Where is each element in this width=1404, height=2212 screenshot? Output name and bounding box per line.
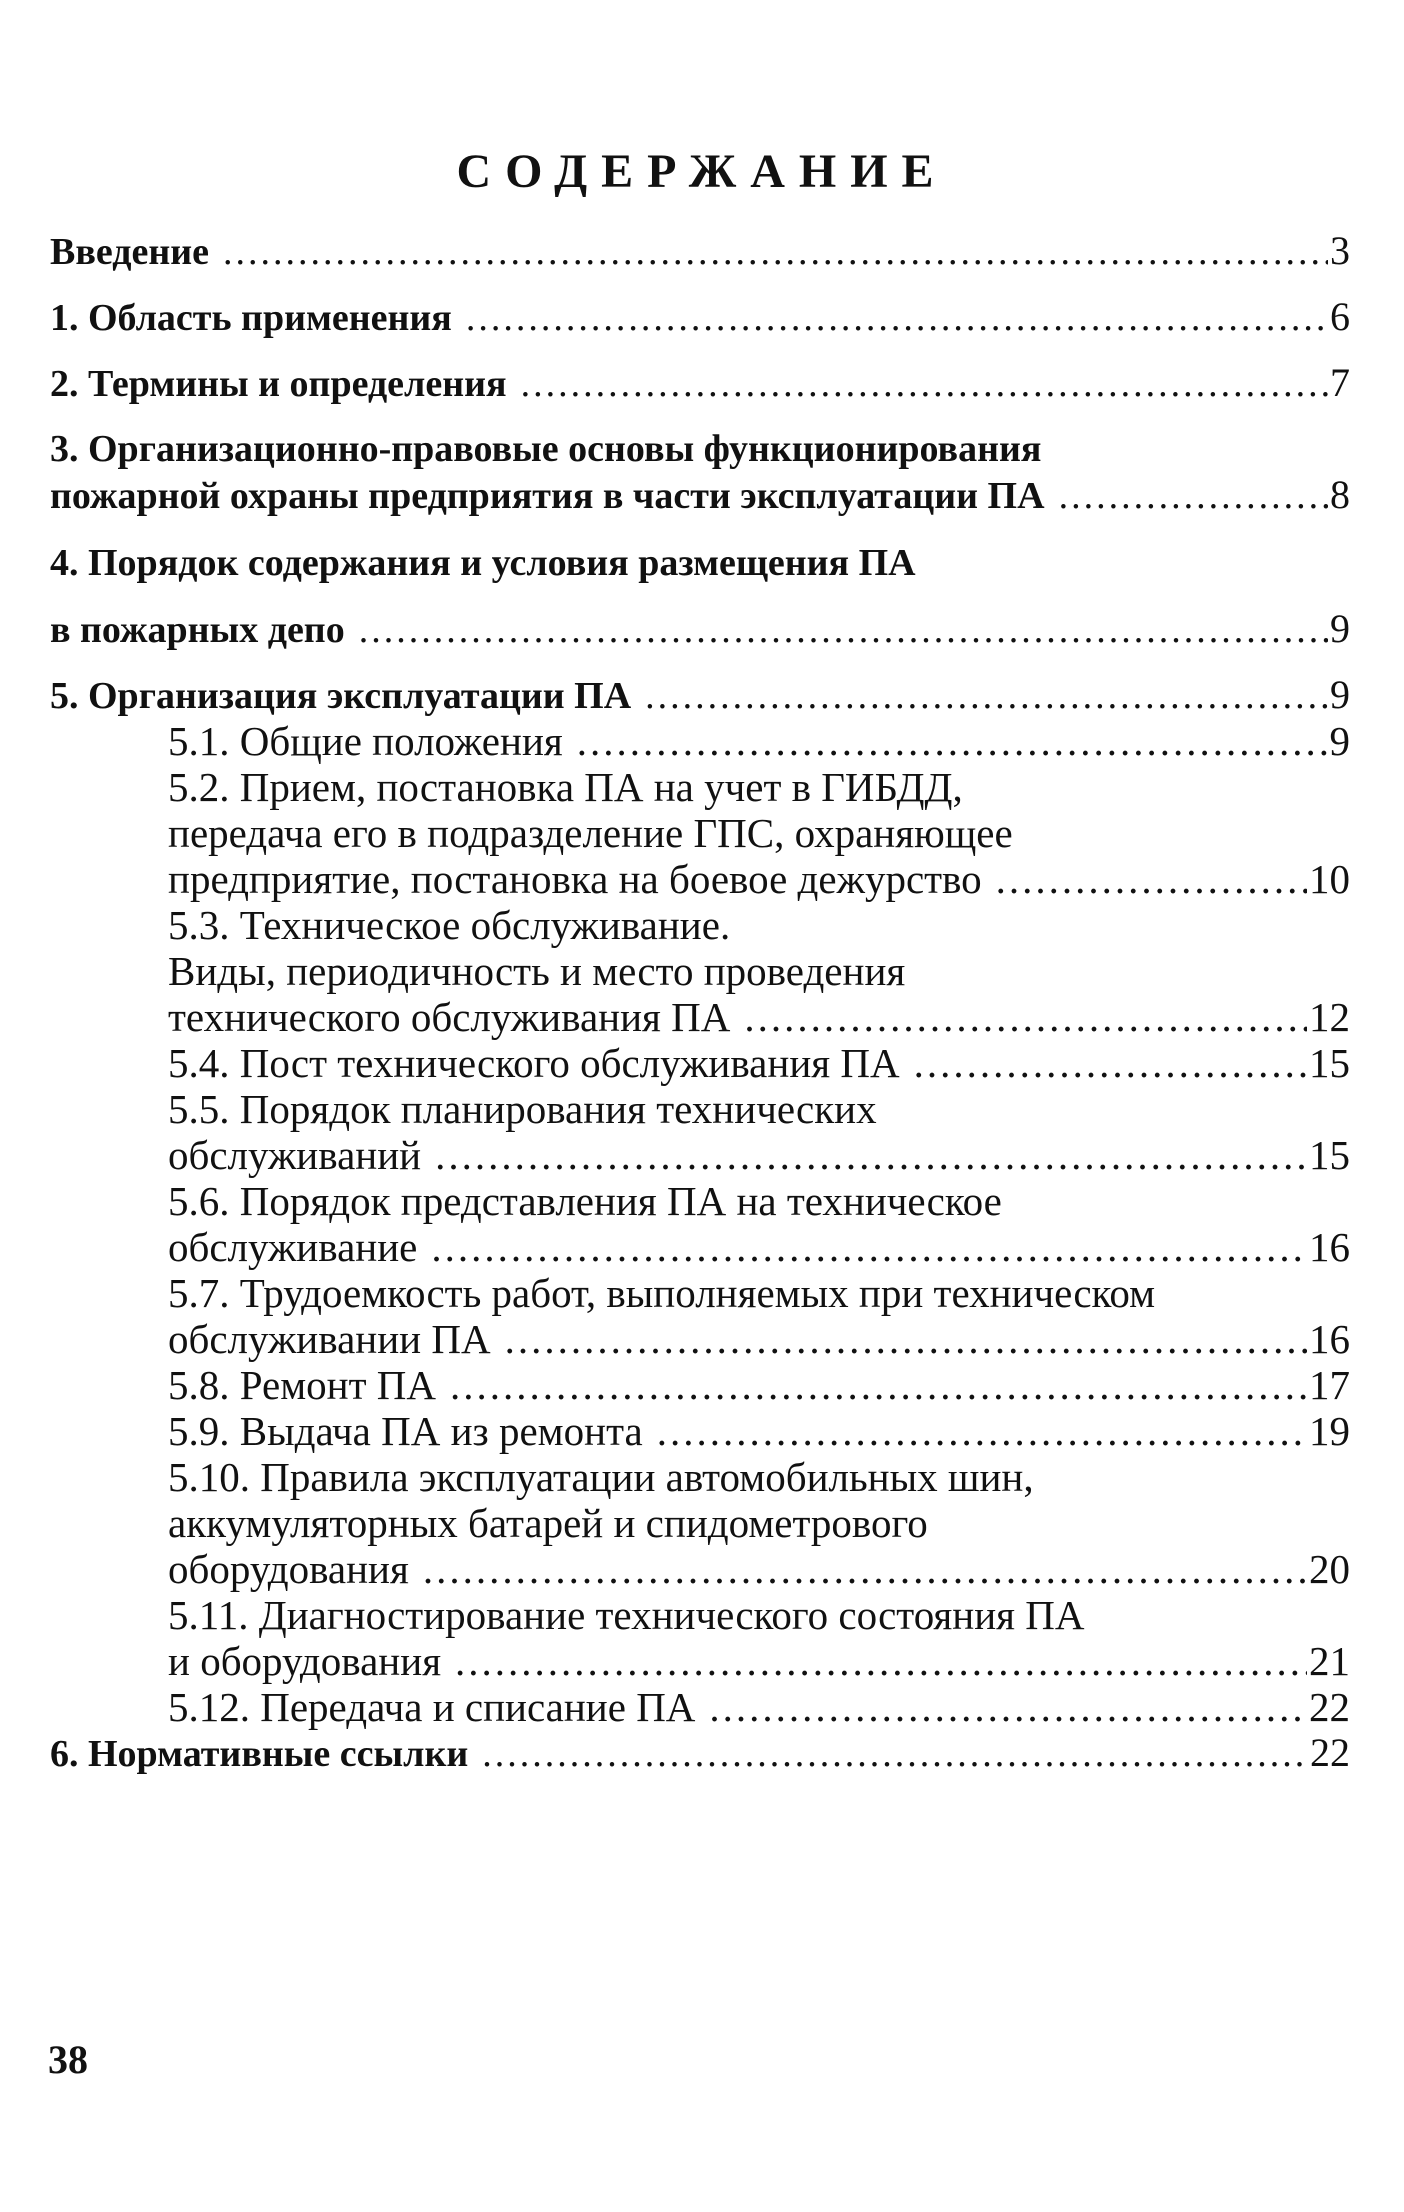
toc-entry-label: 5. Организация эксплуатации ПА bbox=[50, 675, 632, 717]
toc-entry-label: Введение bbox=[50, 231, 209, 273]
toc-entry-section-1[interactable] bbox=[50, 294, 1350, 340]
toc-entry-5-3-line-2[interactable] bbox=[50, 948, 1350, 994]
toc-entry-5-3-line-3[interactable] bbox=[50, 994, 1350, 1040]
toc-entry-section-2[interactable] bbox=[50, 360, 1350, 406]
dot-leader bbox=[914, 1040, 1307, 1086]
toc-page-number: 9 bbox=[1329, 718, 1350, 764]
toc-entry-label: 5.5. Порядок планирования технических bbox=[168, 1086, 877, 1132]
toc-page-number: 22 bbox=[1310, 1730, 1350, 1775]
toc-entry-label: Виды, периодичность и место проведения bbox=[168, 948, 906, 994]
dot-leader bbox=[431, 1224, 1307, 1270]
toc-entry-label: 6. Нормативные ссылки bbox=[50, 1733, 469, 1775]
toc-entry-section-3-line-2[interactable] bbox=[50, 472, 1350, 518]
toc-entry-label: обслуживаний bbox=[168, 1132, 422, 1178]
toc-entry-label: обслуживании ПА bbox=[168, 1316, 491, 1362]
toc-entry-5-5-line-1[interactable] bbox=[50, 1086, 1350, 1132]
toc-page-number: 10 bbox=[1309, 856, 1350, 902]
toc-entry-label: 5.4. Пост технического обслуживания ПА bbox=[168, 1040, 900, 1086]
toc-entry-5-6-line-2[interactable] bbox=[50, 1224, 1350, 1270]
toc-entry-label: аккумуляторных батарей и спидометрового bbox=[168, 1500, 928, 1546]
toc-page-number: 17 bbox=[1309, 1362, 1350, 1408]
toc-entry-label: пожарной охраны предприятия в части эксплуатации ПА bbox=[50, 475, 1045, 517]
toc-page-number: 15 bbox=[1309, 1040, 1350, 1086]
dot-leader bbox=[423, 1546, 1307, 1592]
toc-page-number: 22 bbox=[1309, 1684, 1350, 1730]
dot-leader bbox=[505, 1316, 1307, 1362]
toc-entry-5-7-line-2[interactable] bbox=[50, 1316, 1350, 1362]
toc-entry-5-2-line-3[interactable] bbox=[50, 856, 1350, 902]
dot-leader bbox=[466, 295, 1328, 341]
dot-leader bbox=[657, 1408, 1307, 1454]
toc-entry-label: 2. Термины и определения bbox=[50, 363, 507, 405]
toc-entry-label: оборудования bbox=[168, 1546, 409, 1592]
toc-entry-5-7-line-1[interactable] bbox=[50, 1270, 1350, 1316]
toc-entry-5-5-line-2[interactable] bbox=[50, 1132, 1350, 1178]
toc-entry-label: 1. Область применения bbox=[50, 297, 452, 339]
toc-entry-5-2-line-2[interactable] bbox=[50, 810, 1350, 856]
toc-entry-label: обслуживание bbox=[168, 1224, 418, 1270]
toc-page-number: 20 bbox=[1309, 1546, 1350, 1592]
toc-entry-label: 5.7. Трудоемкость работ, выполняемых при техническом bbox=[168, 1270, 1156, 1316]
toc-entry-label: 4. Порядок содержания и условия размещения ПА bbox=[50, 542, 916, 584]
toc-entry-5-11-line-2[interactable] bbox=[50, 1638, 1350, 1684]
toc-entry-label: и оборудования bbox=[168, 1638, 442, 1684]
toc-page-number: 3 bbox=[1330, 228, 1350, 273]
toc-entry-label: 5.11. Диагностирование технического состояния ПА bbox=[168, 1592, 1085, 1638]
toc-entry-5-1[interactable] bbox=[50, 718, 1350, 764]
toc-page-number: 8 bbox=[1330, 472, 1350, 517]
toc-entry-intro[interactable] bbox=[50, 228, 1350, 274]
toc-entry-label: 5.10. Правила эксплуатации автомобильных шин, bbox=[168, 1454, 1034, 1500]
toc-entry-label: 5.1. Общие положения bbox=[168, 718, 563, 764]
page-title: СОДЕРЖАНИЕ bbox=[456, 145, 948, 198]
toc-entry-label: 5.9. Выдача ПА из ремонта bbox=[168, 1408, 643, 1454]
page-number: 38 bbox=[48, 2037, 88, 2082]
toc-entry-5-2-line-1[interactable] bbox=[50, 764, 1350, 810]
toc-page-number: 19 bbox=[1309, 1408, 1350, 1454]
toc-entry-5-10-line-3[interactable] bbox=[50, 1546, 1350, 1592]
toc-entry-label: 5.8. Ремонт ПА bbox=[168, 1362, 436, 1408]
dot-leader bbox=[223, 229, 1328, 275]
dot-leader bbox=[521, 361, 1328, 407]
table-of-contents bbox=[50, 228, 1350, 1776]
toc-entry-5-6-line-1[interactable] bbox=[50, 1178, 1350, 1224]
toc-entry-label: технического обслуживания ПА bbox=[168, 994, 731, 1040]
toc-page-number: 9 bbox=[1330, 606, 1350, 651]
toc-entry-5-12[interactable] bbox=[50, 1684, 1350, 1730]
toc-entry-5-10-line-1[interactable] bbox=[50, 1454, 1350, 1500]
toc-entry-section-5[interactable] bbox=[50, 672, 1350, 718]
toc-entry-section-4-line-1[interactable] bbox=[50, 540, 1350, 586]
dot-leader bbox=[1059, 473, 1328, 519]
dot-leader bbox=[359, 607, 1328, 653]
toc-page-number: 15 bbox=[1309, 1132, 1350, 1178]
dot-leader bbox=[709, 1684, 1307, 1730]
dot-leader bbox=[482, 1731, 1308, 1777]
toc-entry-5-11-line-1[interactable] bbox=[50, 1592, 1350, 1638]
toc-entry-label: 5.2. Прием, постановка ПА на учет в ГИБДД, bbox=[168, 764, 963, 810]
toc-entry-5-10-line-2[interactable] bbox=[50, 1500, 1350, 1546]
toc-page-number: 9 bbox=[1330, 672, 1350, 717]
toc-page-number: 16 bbox=[1309, 1224, 1350, 1270]
toc-entry-label: передача его в подразделение ГПС, охраняющее bbox=[168, 810, 1013, 856]
dot-leader bbox=[744, 994, 1307, 1040]
dot-leader bbox=[435, 1132, 1307, 1178]
dot-leader bbox=[996, 856, 1307, 902]
toc-page-number: 12 bbox=[1309, 994, 1350, 1040]
toc-entry-5-8[interactable] bbox=[50, 1362, 1350, 1408]
dot-leader bbox=[577, 718, 1328, 764]
toc-entry-section-4-line-2[interactable] bbox=[50, 606, 1350, 652]
toc-entry-label: 5.12. Передача и списание ПА bbox=[168, 1684, 696, 1730]
toc-entry-label: 5.3. Техническое обслуживание. bbox=[168, 902, 731, 948]
toc-page-number: 21 bbox=[1309, 1638, 1350, 1684]
toc-entry-label: предприятие, постановка на боевое дежурство bbox=[168, 856, 982, 902]
dot-leader bbox=[450, 1362, 1307, 1408]
toc-entry-label: в пожарных депо bbox=[50, 609, 345, 651]
toc-entry-label: 5.6. Порядок представления ПА на техническое bbox=[168, 1178, 1002, 1224]
toc-page-number: 6 bbox=[1330, 294, 1350, 339]
toc-entry-section-3-line-1[interactable] bbox=[50, 426, 1350, 472]
dot-leader bbox=[455, 1638, 1307, 1684]
toc-entry-5-4[interactable] bbox=[50, 1040, 1350, 1086]
toc-entry-5-3-line-1[interactable] bbox=[50, 902, 1350, 948]
toc-page-number: 7 bbox=[1330, 360, 1350, 405]
toc-page-number: 16 bbox=[1309, 1316, 1350, 1362]
toc-entry-section-6[interactable] bbox=[50, 1730, 1350, 1776]
toc-entry-label: 3. Организационно-правовые основы функционирования bbox=[50, 428, 1042, 470]
dot-leader bbox=[645, 673, 1328, 719]
toc-entry-5-9[interactable] bbox=[50, 1408, 1350, 1454]
